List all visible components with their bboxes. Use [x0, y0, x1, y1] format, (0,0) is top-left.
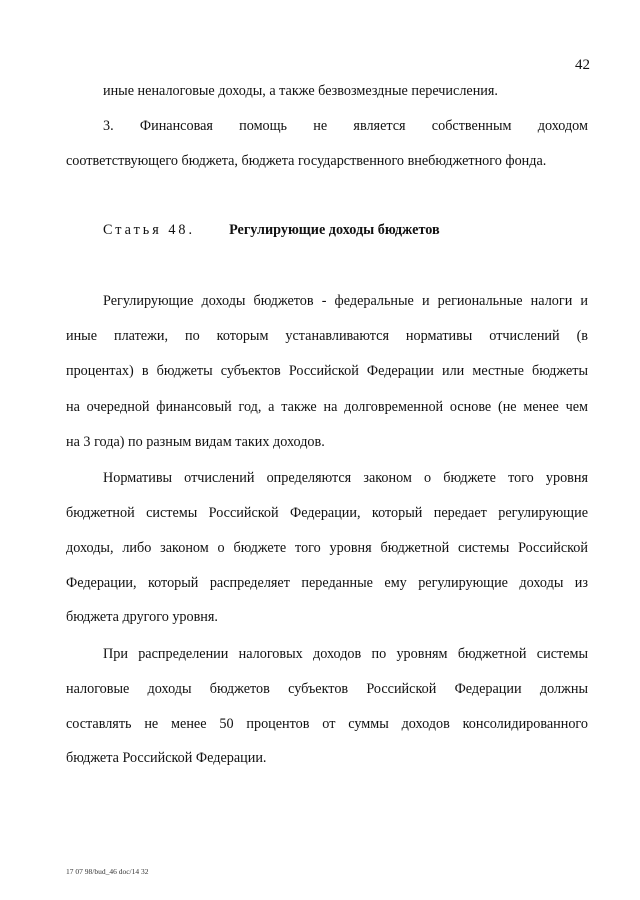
- paragraph-line: бюджета Российской Федерации.: [66, 750, 267, 766]
- footer-file-stamp: 17 07 98/bud_46 doc/14 32: [66, 867, 149, 876]
- article-label: Статья 48.: [103, 222, 196, 238]
- paragraph-line: Нормативы отчислений определяются законом о бюджете того уровня: [103, 470, 588, 486]
- article-title: Регулирующие доходы бюджетов: [229, 222, 440, 238]
- paragraph-line: на 3 года) по разным видам таких доходов.: [66, 434, 325, 450]
- article-heading: [103, 221, 440, 239]
- paragraph-line: иные платежи, по которым устанавливаются нормативы отчислений (в: [66, 328, 588, 344]
- paragraph-line: При распределении налоговых доходов по уровням бюджетной системы: [103, 646, 588, 662]
- paragraph-line: бюджетной системы Российской Федерации, который передает регулирующие: [66, 505, 588, 521]
- paragraph-line: Федерации, который распределяет переданные ему регулирующие доходы из: [66, 575, 588, 591]
- paragraph-line: составлять не менее 50 процентов от суммы доходов консолидированного: [66, 716, 588, 732]
- paragraph-line: бюджета другого уровня.: [66, 609, 218, 625]
- paragraph-line: процентах) в бюджеты субъектов Российской Федерации или местные бюджеты: [66, 363, 588, 379]
- paragraph-line: доходы, либо законом о бюджете того уровня бюджетной системы Российской: [66, 540, 588, 556]
- text-line: соответствующего бюджета, бюджета государственного внебюджетного фонда.: [66, 153, 547, 169]
- text-line: 3. Финансовая помощь не является собственным доходом: [103, 118, 588, 134]
- text-line: иные неналоговые доходы, а также безвозмездные перечисления.: [103, 83, 498, 99]
- paragraph-line: Регулирующие доходы бюджетов - федеральные и региональные налоги и: [103, 293, 588, 309]
- paragraph-line: на очередной финансовый год, а также на долговременной основе (не менее чем: [66, 399, 588, 415]
- page-number: 42: [575, 57, 590, 73]
- paragraph-line: налоговые доходы бюджетов субъектов Российской Федерации должны: [66, 681, 588, 697]
